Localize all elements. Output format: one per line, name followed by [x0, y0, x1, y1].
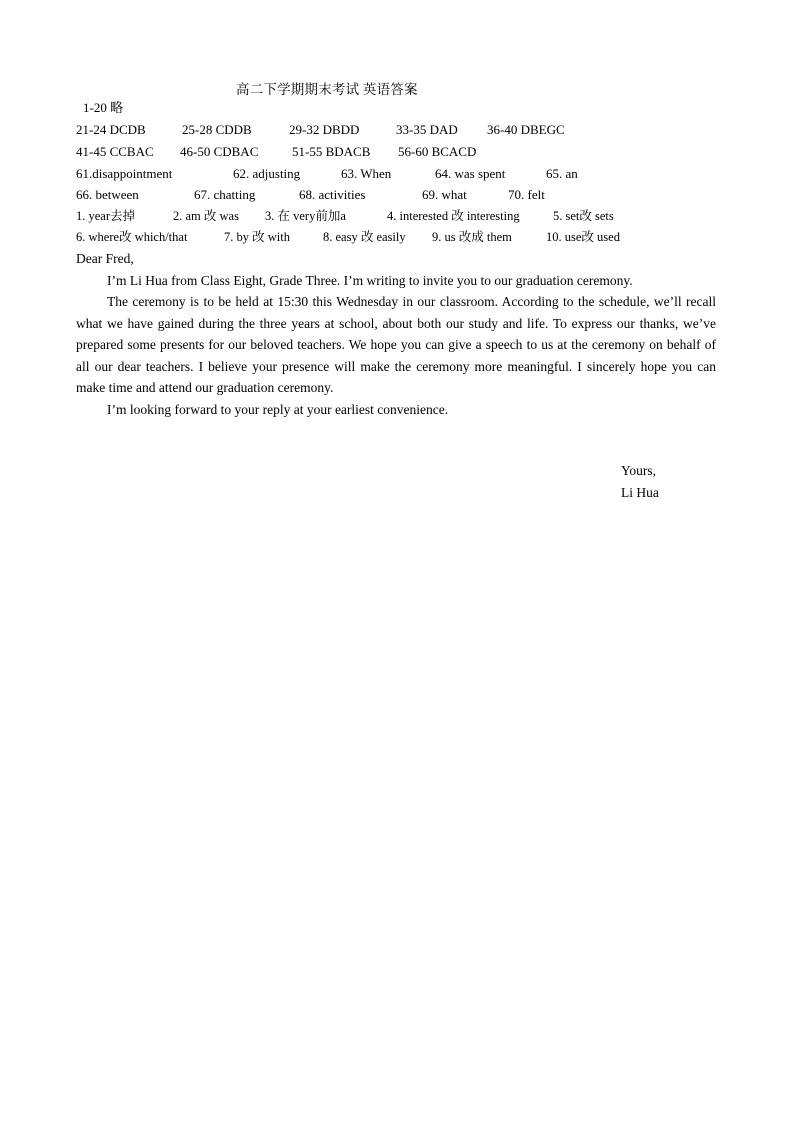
answer-item: 7. by 改 with — [224, 230, 290, 244]
answer-item: 9. us 改成 them — [432, 230, 512, 244]
answer-item: 5. set改 sets — [553, 209, 614, 223]
answer-item: 56-60 BCACD — [398, 144, 477, 159]
answer-item: 51-55 BDACB — [292, 144, 371, 159]
answer-item: 41-45 CCBAC — [76, 144, 154, 159]
answer-item: 67. chatting — [194, 187, 256, 202]
letter-signature: Li Hua — [621, 485, 659, 500]
answer-item: 64. was spent — [435, 166, 506, 181]
answer-item: 69. what — [422, 187, 467, 202]
answer-item: 1. year去掉 — [76, 209, 136, 223]
letter-paragraph: The ceremony is to be held at 15:30 this Wednesday in our classroom. According to the schedule, we’ll recall what we have gained during the three years at school, about both our study and life. To express our thanks, we’ve prepared some presents for our beloved teachers. We hope you can give a speech to us at the ceremony on behalf of all our dear teachers. I believe your presence will make the ceremony more meaningful. I sincerely hope you can make time and attend our graduation ceremony. — [76, 294, 716, 395]
answer-item: 68. activities — [299, 187, 366, 202]
answer-item: 36-40 DBEGC — [487, 122, 565, 137]
answer-item: 10. use改 used — [546, 230, 620, 244]
answer-item: 70. felt — [508, 187, 545, 202]
answer-item: 3. 在 very前加a — [265, 209, 346, 223]
answer-item: 29-32 DBDD — [289, 122, 360, 137]
answer-item: 21-24 DCDB — [76, 122, 146, 137]
answer-item: 61.disappointment — [76, 166, 173, 181]
letter-salutation: Dear Fred, — [76, 251, 134, 266]
answer-item: 25-28 CDDB — [182, 122, 252, 137]
model-letter — [76, 248, 716, 420]
answer-item: 65. an — [546, 166, 578, 181]
answer-item: 2. am 改 was — [173, 209, 239, 223]
answer-item: 4. interested 改 interesting — [387, 209, 520, 223]
letter-paragraph: I’m looking forward to your reply at your earliest convenience. — [107, 401, 449, 417]
answer-item: 33-35 DAD — [396, 122, 458, 137]
answer-item: 62. adjusting — [233, 166, 301, 181]
answer-item: 8. easy 改 easily — [323, 230, 406, 244]
answer-item: 1-20 略 — [83, 100, 124, 115]
letter-paragraph: I’m Li Hua from Class Eight, Grade Three. I’m writing to invite you to our graduation ceremony. — [107, 272, 633, 288]
answer-item: 66. between — [76, 187, 139, 202]
answer-item: 46-50 CDBAC — [180, 144, 259, 159]
answer-item: 6. where改 which/that — [76, 230, 188, 244]
answer-item: 63. When — [341, 166, 392, 181]
page-title: 高二下学期期末考试 英语答案 — [236, 82, 418, 97]
letter-closing: Yours, — [621, 463, 657, 478]
